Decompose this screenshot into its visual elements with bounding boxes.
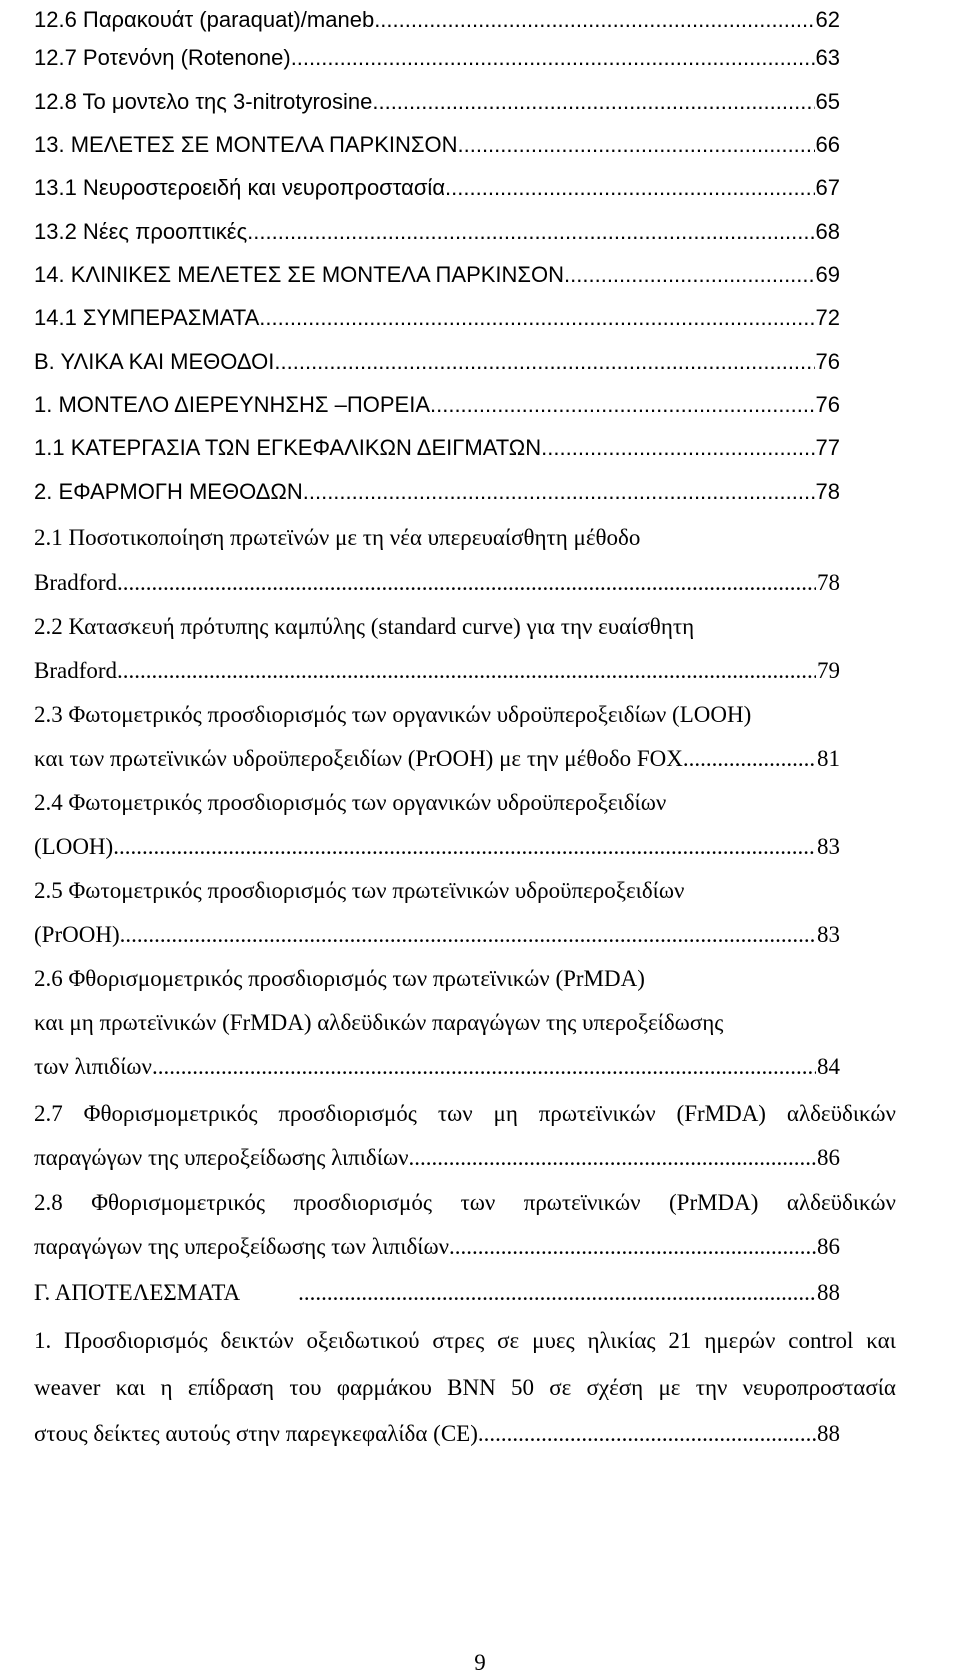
word: 50 bbox=[510, 1375, 534, 1400]
word: ηλικίας bbox=[587, 1328, 656, 1353]
toc-entry-page: 62 bbox=[815, 7, 840, 32]
word: οξειδωτικού bbox=[306, 1328, 420, 1353]
toc-entry[interactable] bbox=[34, 1135, 840, 1181]
toc-entry-page: 81 bbox=[817, 746, 840, 771]
toc-entry[interactable] bbox=[34, 1270, 840, 1316]
toc-entry[interactable] bbox=[34, 912, 840, 958]
word: με bbox=[658, 1375, 681, 1400]
toc-entry-title: Bradford bbox=[34, 570, 118, 595]
word: στρες bbox=[432, 1328, 485, 1353]
word: νευροπροστασία bbox=[742, 1375, 896, 1400]
toc-entry-title: 14. ΚΛΙΝΙΚΕΣ ΜΕΛΕΤΕΣ ΣΕ ΜΟΝΤΕΛΑ ΠΑΡΚΙΝΣΟΝ bbox=[34, 262, 565, 287]
word: αλδεϋδικών bbox=[786, 1190, 896, 1215]
dot-leader bbox=[372, 79, 814, 125]
toc-entry-title: 13.2 Νέες προοπτικές bbox=[34, 219, 248, 244]
toc-entry-page: 72 bbox=[815, 305, 840, 330]
toc-entry-page: 84 bbox=[817, 1054, 840, 1079]
word: 21 bbox=[668, 1328, 692, 1353]
toc-entry-title: Β. ΥΛΙΚΑ ΚΑΙ ΜΕΘΟΔΟΙ bbox=[34, 349, 275, 374]
word: και bbox=[866, 1328, 896, 1353]
word: δεικτών bbox=[220, 1328, 294, 1353]
toc-entry-title: των λιπιδίων bbox=[34, 1054, 152, 1079]
toc-entry-title: (LOOH) bbox=[34, 834, 114, 859]
toc-entry[interactable] bbox=[34, 209, 840, 255]
word: πρωτεϊνικών bbox=[538, 1101, 656, 1126]
toc-entry-page: 65 bbox=[815, 89, 840, 114]
dot-leader bbox=[247, 209, 814, 255]
toc-entry[interactable] bbox=[34, 252, 840, 298]
dot-leader bbox=[541, 425, 814, 471]
toc-entry-heading-line bbox=[34, 1180, 896, 1226]
toc-entry[interactable] bbox=[34, 1411, 840, 1457]
toc-entry[interactable] bbox=[34, 736, 840, 782]
toc-entry[interactable] bbox=[34, 382, 840, 428]
word: επίδραση bbox=[187, 1375, 275, 1400]
dot-leader bbox=[117, 560, 816, 606]
dot-leader bbox=[445, 165, 814, 211]
toc-entry-heading-line: 2.4 Φωτομετρικός προσδιορισμός των οργανικών υδροϋπεροξειδίων bbox=[34, 790, 667, 815]
toc-entry-heading-line: 2.2 Κατασκευή πρότυπης καμπύλης (standard curve) για την ευαίσθητη bbox=[34, 614, 695, 639]
toc-entry-page: 66 bbox=[815, 132, 840, 157]
dot-leader bbox=[152, 1044, 816, 1090]
page-number: 9 bbox=[474, 1650, 486, 1675]
toc-entry-heading-line: 2.5 Φωτομετρικός προσδιορισμός των πρωτεϊνικών υδροϋπεροξειδίων bbox=[34, 878, 685, 903]
toc-entry[interactable] bbox=[34, 79, 840, 125]
dot-leader bbox=[484, 1411, 816, 1457]
word: 1. bbox=[34, 1328, 52, 1353]
toc-entry[interactable] bbox=[34, 35, 840, 81]
toc-entry-title: 13.1 Νευροστεροειδή και νευροπροστασία bbox=[34, 175, 446, 200]
word: control bbox=[788, 1328, 854, 1353]
word: Προσδιορισμός bbox=[64, 1328, 208, 1353]
dot-leader bbox=[113, 824, 816, 870]
toc-entry-title: 12.7 Ροτενόνη (Rotenone) bbox=[34, 45, 291, 70]
toc-entry-heading-line bbox=[34, 1365, 896, 1411]
toc-entry-title: παραγώγων της υπεροξείδωσης λιπιδίων bbox=[34, 1145, 409, 1170]
word: φαρμάκου bbox=[336, 1375, 432, 1400]
toc-entry[interactable] bbox=[34, 1044, 840, 1090]
toc-entry-heading-line: και μη πρωτεϊνικών (FrMDA) αλδεϋδικών παραγώγων της υπεροξείδωσης bbox=[34, 1010, 724, 1035]
toc-entry-heading-line bbox=[34, 1318, 896, 1364]
dot-leader bbox=[409, 1135, 817, 1181]
toc-entry-page: 86 bbox=[817, 1145, 840, 1170]
toc-entry-title: Bradford bbox=[34, 658, 118, 683]
toc-entry-title: Γ. ΑΠΟΤΕΛΕΣΜΑΤΑ bbox=[34, 1280, 241, 1305]
word: των bbox=[437, 1101, 473, 1126]
toc-entry-page: 83 bbox=[817, 834, 840, 859]
toc-entry-title: 12.6 Παρακουάτ (paraquat)/maneb bbox=[34, 7, 375, 32]
toc-entry-heading-line bbox=[34, 1091, 896, 1137]
word: Φθορισμομετρικός bbox=[83, 1101, 258, 1126]
toc-entry[interactable] bbox=[34, 339, 840, 385]
toc-entry-page: 76 bbox=[815, 392, 840, 417]
word: 2.7 bbox=[34, 1101, 63, 1126]
dot-leader bbox=[458, 122, 815, 168]
toc-entry[interactable] bbox=[34, 824, 840, 870]
toc-entry-page: 86 bbox=[817, 1234, 840, 1259]
toc-entry-title: 2. ΕΦΑΡΜΟΓΗ ΜΕΘΟΔΩΝ bbox=[34, 479, 303, 504]
toc-entry-heading-line: 2.3 Φωτομετρικός προσδιορισμός των οργανικών υδροϋπεροξειδίων (LOOH) bbox=[34, 702, 752, 727]
word: πρωτεϊνικών bbox=[523, 1190, 641, 1215]
toc-entry[interactable] bbox=[34, 560, 840, 606]
word: και bbox=[115, 1375, 146, 1400]
word: (FrMDA) bbox=[676, 1101, 766, 1126]
dot-leader bbox=[303, 469, 815, 515]
toc-entry[interactable] bbox=[34, 295, 840, 341]
toc-entry[interactable] bbox=[34, 425, 840, 471]
toc-entry-page: 83 bbox=[817, 922, 840, 947]
word: των bbox=[460, 1190, 496, 1215]
toc-entry-page: 67 bbox=[815, 175, 840, 200]
toc-entry-heading-line: 2.6 Φθορισμομετρικός προσδιορισμός των πρωτεϊνικών (PrMDA) bbox=[34, 966, 645, 991]
word: σε bbox=[497, 1328, 520, 1353]
toc-entry-page: 78 bbox=[815, 479, 840, 504]
dot-leader bbox=[259, 295, 814, 341]
word: την bbox=[695, 1375, 728, 1400]
toc-entry-title: 13. ΜΕΛΕΤΕΣ ΣΕ ΜΟΝΤΕΛΑ ΠΑΡΚΙΝΣΟΝ bbox=[34, 132, 458, 157]
dot-leader bbox=[298, 1270, 816, 1316]
toc-entry-page: 76 bbox=[815, 349, 840, 374]
toc-entry[interactable] bbox=[34, 648, 840, 694]
toc-entry-heading-line: 2.1 Ποσοτικοποίηση πρωτεϊνών με τη νέα υπερευαίσθητη μέθοδο bbox=[34, 525, 641, 550]
toc-entry-page: 68 bbox=[815, 219, 840, 244]
toc-entry[interactable] bbox=[34, 1224, 840, 1270]
toc-entry-page: 88 bbox=[817, 1421, 840, 1446]
toc-entry[interactable] bbox=[34, 469, 840, 515]
toc-entry[interactable] bbox=[34, 165, 840, 211]
dot-leader bbox=[564, 252, 814, 298]
dot-leader bbox=[291, 35, 815, 81]
word: Φθορισμομετρικός bbox=[91, 1190, 266, 1215]
toc-entry-title: στους δείκτες αυτούς στην παρεγκεφαλίδα (CE). bbox=[34, 1421, 484, 1446]
word: (PrMDA) bbox=[669, 1190, 759, 1215]
toc-entry-page: 77 bbox=[815, 435, 840, 460]
dot-leader bbox=[430, 382, 815, 428]
toc-entry-page: 78 bbox=[817, 570, 840, 595]
toc-entry[interactable] bbox=[34, 122, 840, 168]
toc-entry-page: 63 bbox=[815, 45, 840, 70]
dot-leader bbox=[274, 339, 814, 385]
toc-entry-title: παραγώγων της υπεροξείδωσης των λιπιδίων bbox=[34, 1234, 450, 1259]
word: weaver bbox=[34, 1375, 101, 1400]
word: ημερών bbox=[704, 1328, 776, 1353]
toc-entry-title: 12.8 Το μοντελο της 3-nitrotyrosine bbox=[34, 89, 373, 114]
toc-entry-page: 79 bbox=[817, 658, 840, 683]
toc-entry-title: 1. ΜΟΝΤΕΛΟ ΔΙΕΡΕΥΝΗΣΗΣ –ΠΟΡΕΙΑ bbox=[34, 392, 430, 417]
word: μυες bbox=[532, 1328, 575, 1353]
dot-leader bbox=[117, 648, 816, 694]
word: σε bbox=[549, 1375, 572, 1400]
word: προσδιορισμός bbox=[278, 1101, 417, 1126]
word: BNN bbox=[447, 1375, 496, 1400]
word: η bbox=[160, 1375, 173, 1400]
word: αλδεϋδικών bbox=[786, 1101, 896, 1126]
toc-entry-title: 14.1 ΣΥΜΠΕΡΑΣΜΑΤΑ bbox=[34, 305, 260, 330]
word: σχέση bbox=[586, 1375, 644, 1400]
word: του bbox=[289, 1375, 322, 1400]
toc-entry-title: 1.1 ΚΑΤΕΡΓΑΣΙΑ ΤΩΝ ΕΓΚΕΦΑΛΙΚΩΝ ΔΕΙΓΜΑΤΩΝ bbox=[34, 435, 542, 460]
toc-entry-title: και των πρωτεϊνικών υδροϋπεροξειδίων (PrOOH) με την μέθοδο FOX. bbox=[34, 746, 689, 771]
dot-leader bbox=[120, 912, 816, 958]
toc-entry-page: 88 bbox=[817, 1280, 840, 1305]
dot-leader bbox=[689, 736, 816, 782]
word: προσδιορισμός bbox=[293, 1190, 433, 1215]
toc-entry-page: 69 bbox=[815, 262, 840, 287]
toc-entry-title: (PrOOH) bbox=[34, 922, 120, 947]
dot-leader bbox=[449, 1224, 816, 1270]
word: μη bbox=[493, 1101, 518, 1126]
word: 2.8 bbox=[34, 1190, 63, 1215]
